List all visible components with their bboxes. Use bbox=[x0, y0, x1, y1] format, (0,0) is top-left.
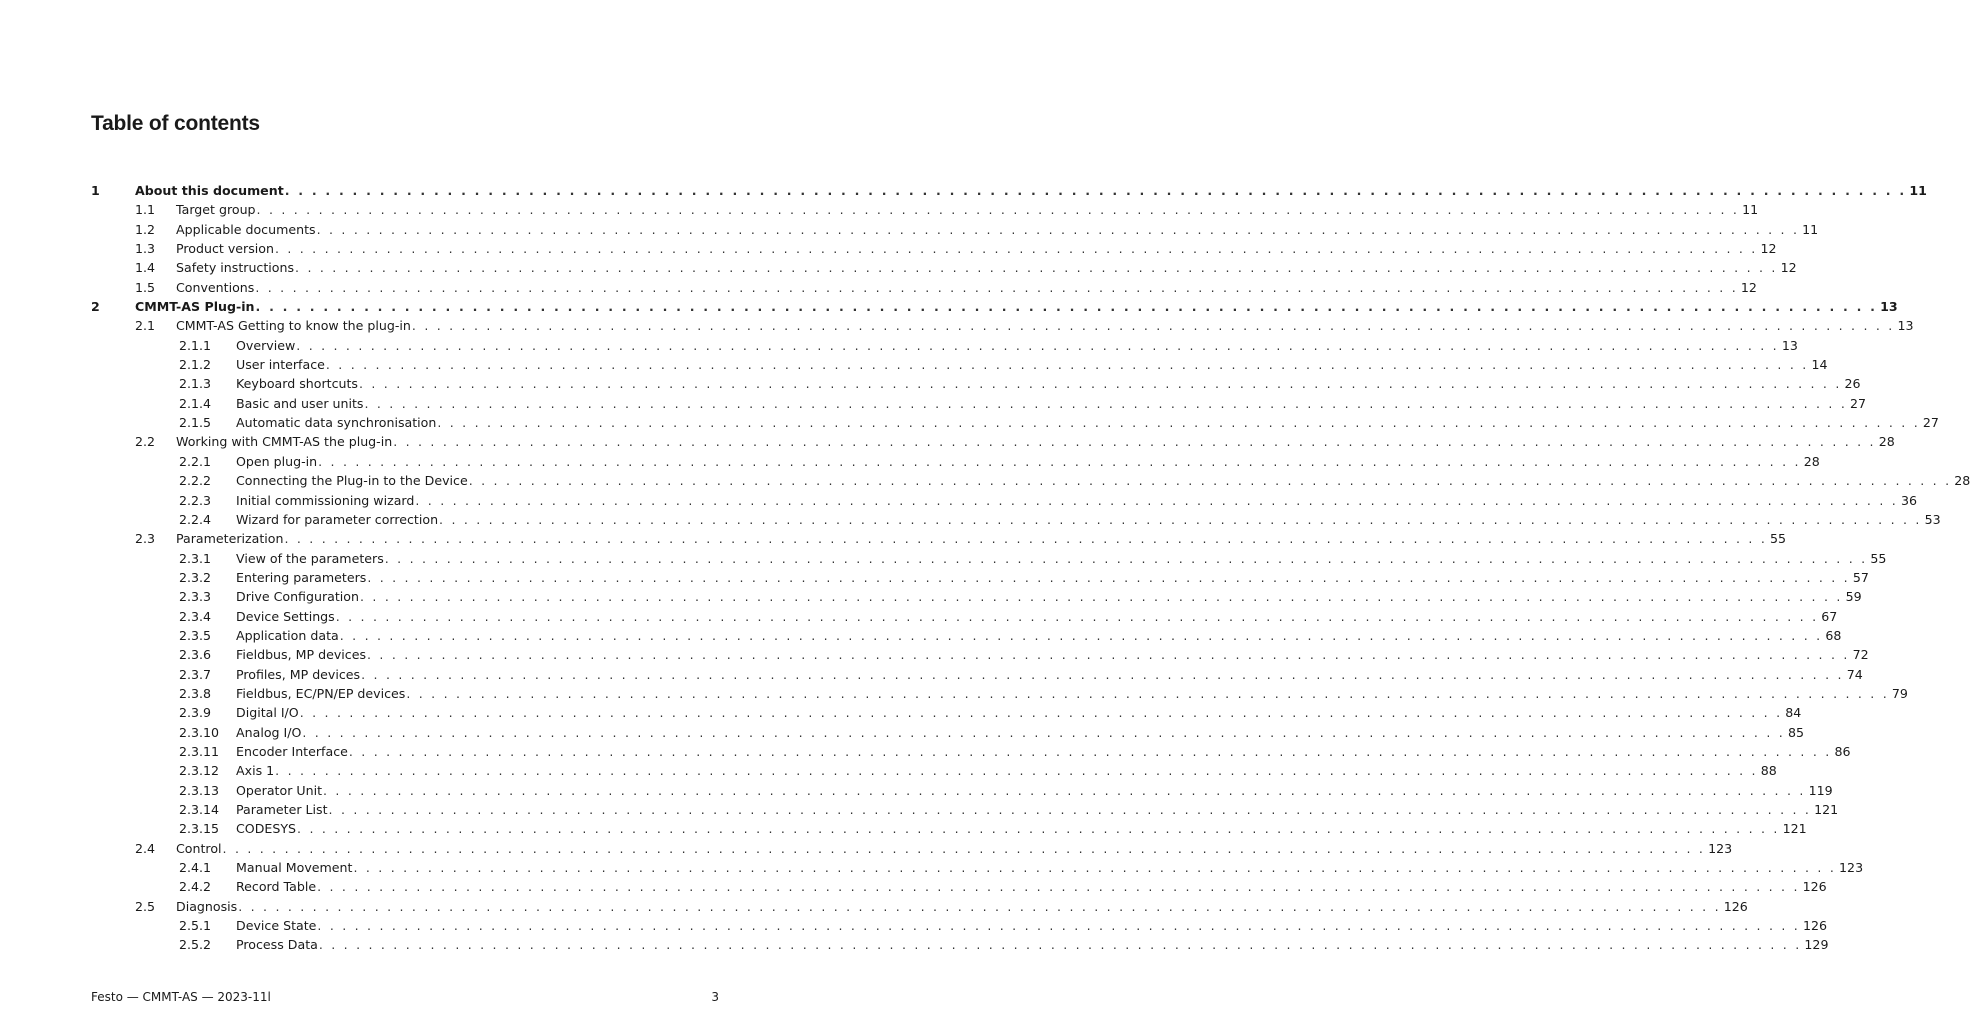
toc-entry-title: Diagnosis bbox=[176, 898, 238, 914]
footer-page-number: 3 bbox=[711, 990, 719, 1004]
toc-dot-leader: . . . . . . . . . . . . . . . . . . . . . . . . . . . . . . . . . . . . . . . . . . . . . . . . . . . . . . . . . . . . . . . . . . . . . . . . . . . . . . . . . . . . . . . . . . . . . . . . . . . . . . . . . . . . . . . . . . . . . . . . bbox=[439, 511, 1922, 527]
toc-dot-leader: . . . . . . . . . . . . . . . . . . . . . . . . . . . . . . . . . . . . . . . . . . . . . . . . . . . . . . . . . . . . . . . . . . . . . . . . . . . . . . . . . . . . . . . . . . . . . . . . . . . . . . . . . . . . . . . . . . . . . . . . bbox=[318, 937, 1802, 953]
toc-entry-page: 13 bbox=[1880, 299, 1898, 315]
toc-entry-page: 13 bbox=[1781, 337, 1798, 353]
toc-entry[interactable] bbox=[91, 858, 1864, 877]
toc-entry[interactable] bbox=[91, 587, 1862, 606]
toc-entry-title: CMMT-AS Getting to know the plug-in bbox=[176, 318, 411, 334]
toc-entry-line bbox=[176, 897, 1748, 916]
toc-entry-line bbox=[176, 239, 1777, 258]
toc-dot-leader: . . . . . . . . . . . . . . . . . . . . . . . . . . . . . . . . . . . . . . . . . . . . . . . . . . . . . . . . . . . . . . . . . . . . . . . . . . . . . . . . . . . . . . . . . . . . . . . . . . . . . . . . . . . . . . . . . . . . . . . . bbox=[358, 376, 1842, 392]
toc-entry-title: CODESYS bbox=[236, 821, 297, 837]
toc-entry-title: About this document bbox=[135, 183, 284, 198]
toc-entry-line bbox=[236, 549, 1887, 568]
toc-entry-title: Control bbox=[176, 840, 222, 856]
toc-entry-number: 1.4 bbox=[135, 260, 156, 276]
toc-entry-number: 2.5.2 bbox=[179, 937, 212, 953]
toc-entry-page: 26 bbox=[1844, 376, 1861, 392]
toc-dot-leader: . . . . . . . . . . . . . . . . . . . . . . . . . . . . . . . . . . . . . . . . . . . . . . . . . . . . . . . . . . . . . . . . . . . . . . . . . . . . . . . . . . . . . . . . . . . . . . . . . . . . . . . . . . . . . . . . . . . . . . . . bbox=[415, 492, 1898, 508]
toc-entry-line bbox=[176, 839, 1733, 858]
toc-entry-title: Axis 1 bbox=[236, 763, 275, 779]
toc-entry-number: 2.1.3 bbox=[179, 376, 212, 392]
toc-entry-page: 28 bbox=[1878, 434, 1895, 450]
toc-entry-line bbox=[236, 510, 1941, 529]
toc-entry-title: Digital I/O bbox=[236, 705, 299, 721]
toc-entry-line bbox=[236, 568, 1869, 587]
toc-entry-line bbox=[176, 258, 1797, 277]
toc-entry-line bbox=[176, 200, 1759, 219]
toc-entry-line bbox=[236, 781, 1833, 800]
toc-entry-page: 27 bbox=[1850, 395, 1867, 411]
toc-entry-title: Encoder Interface bbox=[236, 743, 348, 759]
toc-entry-line bbox=[236, 355, 1828, 374]
toc-dot-leader: . . . . . . . . . . . . . . . . . . . . . . . . . . . . . . . . . . . . . . . . . . . . . . . . . . . . . . . . . . . . . . . . . . . . . . . . . . . . . . . . . . . . . . . . . . . . . . . . . . . . . . . . . . . . . . . . . . . . . . . . bbox=[468, 473, 1952, 489]
toc-entry-number: 2.3 bbox=[135, 531, 156, 547]
toc-entry-title: Target group bbox=[176, 202, 256, 218]
toc-dot-leader: . . . . . . . . . . . . . . . . . . . . . . . . . . . . . . . . . . . . . . . . . . . . . . . . . . . . . . . . . . . . . . . . . . . . . . . . . . . . . . . . . . . . . . . . . . . . . . . . . . . . . . . . . . . . . . . . . . . . . . . . bbox=[367, 647, 1850, 663]
toc-entry-title: Device State bbox=[236, 918, 317, 934]
table-of-contents bbox=[91, 181, 1970, 955]
toc-entry-line bbox=[135, 297, 1898, 316]
toc-entry-line bbox=[236, 684, 1908, 703]
toc-entry-page: 68 bbox=[1825, 627, 1842, 643]
toc-dot-leader: . . . . . . . . . . . . . . . . . . . . . . . . . . . . . . . . . . . . . . . . . . . . . . . . . . . . . . . . . . . . . . . . . . . . . . . . . . . . . . . . . . . . . . . . . . . . . . . . . . . . . . . . . . . . . . . . . . . . . . . . bbox=[302, 724, 1785, 740]
toc-entry-page: 28 bbox=[1954, 473, 1970, 489]
toc-entry-number: 2.1 bbox=[135, 318, 156, 334]
toc-dot-leader: . . . . . . . . . . . . . . . . . . . . . . . . . . . . . . . . . . . . . . . . . . . . . . . . . . . . . . . . . . . . . . . . . . . . . . . . . . . . . . . . . . . . . . . . . . . . . . . . . . . . . . . . . . . . . . . . . . . . . . . . bbox=[384, 550, 1868, 566]
toc-dot-leader: . . . . . . . . . . . . . . . . . . . . . . . . . . . . . . . . . . . . . . . . . . . . . . . . . . . . . . . . . . . . . . . . . . . . . . . . . . . . . . . . . . . . . . . . . . . . . . . . . . . . . . . . . . . . . . . . . . . . . . . . bbox=[297, 821, 1780, 837]
toc-entry-page: 27 bbox=[1922, 415, 1939, 431]
toc-entry-title: Automatic data synchronisation bbox=[236, 415, 437, 431]
toc-entry[interactable] bbox=[91, 626, 1842, 645]
toc-dot-leader: . . . . . . . . . . . . . . . . . . . . . . . . . . . . . . . . . . . . . . . . . . . . . . . . . . . . . . . . . . . . . . . . . . . . . . . . . . . . . . . . . . . . . . . . . . . . . . . . . . . . . . . . . . . . . . . . . . . . . . . . bbox=[353, 860, 1837, 876]
toc-entry[interactable] bbox=[91, 220, 1819, 239]
toc-entry-page: 14 bbox=[1811, 357, 1828, 373]
toc-entry[interactable] bbox=[91, 684, 1908, 703]
toc-dot-leader: . . . . . . . . . . . . . . . . . . . . . . . . . . . . . . . . . . . . . . . . . . . . . . . . . . . . . . . . . . . . . . . . . . . . . . . . . . . . . . . . . . . . . . . . . . . . . . . . . . . . . . . . . . . . . . . . . . . . . . . . bbox=[317, 879, 1800, 895]
toc-entry[interactable] bbox=[91, 394, 1867, 413]
toc-dot-leader: . . . . . . . . . . . . . . . . . . . . . . . . . . . . . . . . . . . . . . . . . . . . . . . . . . . . . . . . . . . . . . . . . . . . . . . . . . . . . . . . . . . . . . . . . . . . . . . . . . . . . . . . . . . . . . . . . . . . . . . . bbox=[256, 202, 1740, 218]
toc-entry-number: 2.3.9 bbox=[179, 705, 212, 721]
toc-dot-leader: . . . . . . . . . . . . . . . . . . . . . . . . . . . . . . . . . . . . . . . . . . . . . . . . . . . . . . . . . . . . . . . . . . . . . . . . . . . . . . . . . . . . . . . . . . . . . . . . . . . . . . . . . . . . . . . . . . . . . . . . bbox=[328, 802, 1812, 817]
toc-entry-number: 2.1.1 bbox=[179, 337, 212, 353]
toc-entry[interactable] bbox=[91, 297, 1898, 316]
toc-dot-leader: . . . . . . . . . . . . . . . . . . . . . . . . . . . . . . . . . . . . . . . . . . . . . . . . . . . . . . . . . . . . . . . . . . . . . . . . . . . . . . . . . . . . . . . . . . . . . . . . . . . . . . . . . . . . . . . . . . . . . . . . bbox=[364, 395, 1848, 411]
toc-entry-page: 119 bbox=[1808, 782, 1833, 798]
toc-entry-title: Profiles, MP devices bbox=[236, 666, 361, 682]
toc-entry-number: 2.1.2 bbox=[179, 357, 212, 373]
toc-entry-number: 2.3.15 bbox=[179, 821, 220, 837]
toc-entry[interactable] bbox=[91, 374, 1861, 393]
toc-dot-leader: . . . . . . . . . . . . . . . . . . . . . . . . . . . . . . . . . . . . . . . . . . . . . . . . . . . . . . . . . . . . . . . . . . . . . . . . . . . . . . . . . . . . . . . . . . . . . . . . . . . . . . . . . . . . . . . . . . . . . . . . bbox=[255, 299, 1878, 315]
toc-dot-leader: . . . . . . . . . . . . . . . . . . . . . . . . . . . . . . . . . . . . . . . . . . . . . . . . . . . . . . . . . . . . . . . . . . . . . . . . . . . . . . . . . . . . . . . . . . . . . . . . . . . . . . . . . . . . . . . . . . . . . . . . bbox=[316, 221, 1800, 237]
toc-entry-line bbox=[236, 819, 1807, 838]
toc-entry-page: 85 bbox=[1787, 724, 1804, 740]
toc-dot-leader: . . . . . . . . . . . . . . . . . . . . . . . . . . . . . . . . . . . . . . . . . . . . . . . . . . . . . . . . . . . . . . . . . . . . . . . . . . . . . . . . . . . . . . . . . . . . . . . . . . . . . . . . . . . . . . . . . . . . . . . . bbox=[335, 608, 1819, 624]
toc-dot-leader: . . . . . . . . . . . . . . . . . . . . . . . . . . . . . . . . . . . . . . . . . . . . . . . . . . . . . . . . . . . . . . . . . . . . . . . . . . . . . . . . . . . . . . . . . . . . . . . . . . . . . . . . . . . . . . . . . . . . . . . . bbox=[275, 763, 1758, 779]
toc-entry-line bbox=[236, 703, 1802, 722]
toc-entry[interactable] bbox=[91, 336, 1798, 355]
toc-dot-leader: . . . . . . . . . . . . . . . . . . . . . . . . . . . . . . . . . . . . . . . . . . . . . . . . . . . . . . . . . . . . . . . . . . . . . . . . . . . . . . . . . . . . . . . . . . . . . . . . . . . . . . . . . . . . . . . . . . . . . . . . bbox=[325, 357, 1809, 373]
toc-entry-title: Keyboard shortcuts bbox=[236, 376, 358, 392]
toc-dot-leader: . . . . . . . . . . . . . . . . . . . . . . . . . . . . . . . . . . . . . . . . . . . . . . . . . . . . . . . . . . . . . . . . . . . . . . . . . . . . . . . . . . . . . . . . . . . . . . . . . . . . . . . . . . . . . . . . . . . . . . . . bbox=[323, 782, 1806, 798]
toc-entry-line bbox=[236, 452, 1820, 471]
toc-dot-leader: . . . . . . . . . . . . . . . . . . . . . . . . . . . . . . . . . . . . . . . . . . . . . . . . . . . . . . . . . . . . . . . . . . . . . . . . . . . . . . . . . . . . . . . . . . . . . . . . . . . . . . . . . . . . . . . . . . . . . . . . bbox=[295, 260, 1778, 276]
toc-dot-leader: . . . . . . . . . . . . . . . . . . . . . . . . . . . . . . . . . . . . . . . . . . . . . . . . . . . . . . . . . . . . . . . . . . . . . . . . . . . . . . . . . . . . . . . . . . . . . . . . . . . . . . . . . . . . . . . . . . . . . . . . bbox=[406, 685, 1889, 701]
toc-entry-number: 2.1.4 bbox=[179, 395, 212, 411]
toc-entry[interactable] bbox=[91, 665, 1863, 684]
toc-entry[interactable] bbox=[91, 800, 1839, 819]
toc-entry-title: Working with CMMT-AS the plug-in bbox=[176, 434, 393, 450]
toc-entry-line bbox=[135, 181, 1927, 200]
toc-dot-leader: . . . . . . . . . . . . . . . . . . . . . . . . . . . . . . . . . . . . . . . . . . . . . . . . . . . . . . . . . . . . . . . . . . . . . . . . . . . . . . . . . . . . . . . . . . . . . . . . . . . . . . . . . . . . . . . . . . . . . . . . bbox=[255, 279, 1738, 295]
toc-entry-line bbox=[236, 626, 1842, 645]
toc-entry-line bbox=[236, 665, 1863, 684]
toc-entry-title: Fieldbus, EC/PN/EP devices bbox=[236, 685, 406, 701]
toc-entry[interactable] bbox=[91, 761, 1777, 780]
toc-entry-line bbox=[176, 432, 1895, 451]
toc-entry-page: 57 bbox=[1852, 569, 1869, 585]
toc-entry[interactable] bbox=[91, 935, 1829, 954]
toc-entry-title: Applicable documents bbox=[176, 221, 316, 237]
toc-entry[interactable] bbox=[91, 723, 1804, 742]
toc-entry[interactable] bbox=[91, 568, 1869, 587]
toc-entry[interactable] bbox=[91, 742, 1851, 761]
toc-dot-leader: . . . . . . . . . . . . . . . . . . . . . . . . . . . . . . . . . . . . . . . . . . . . . . . . . . . . . . . . . . . . . . . . . . . . . . . . . . . . . . . . . . . . . . . . . . . . . . . . . . . . . . . . . . . . . . . . . . . . . . . . bbox=[437, 415, 1920, 431]
toc-entry-number: 2.3.14 bbox=[179, 802, 220, 817]
toc-entry-title: Drive Configuration bbox=[236, 589, 359, 605]
toc-entry-number: 2.3.6 bbox=[179, 647, 212, 663]
toc-entry[interactable] bbox=[91, 278, 1757, 297]
toc-entry-line bbox=[176, 316, 1914, 335]
toc-entry-number: 2.3.8 bbox=[179, 685, 212, 701]
toc-entry-number: 2.2.4 bbox=[179, 511, 212, 527]
toc-entry-title: Conventions bbox=[176, 279, 255, 295]
toc-entry-page: 67 bbox=[1821, 608, 1838, 624]
toc-entry-page: 79 bbox=[1891, 685, 1908, 701]
toc-entry-page: 129 bbox=[1804, 937, 1829, 953]
toc-dot-leader: . . . . . . . . . . . . . . . . . . . . . . . . . . . . . . . . . . . . . . . . . . . . . . . . . . . . . . . . . . . . . . . . . . . . . . . . . . . . . . . . . . . . . . . . . . . . . . . . . . . . . . . . . . . . . . . . . . . . . . . . bbox=[360, 589, 1843, 605]
toc-entry-page: 55 bbox=[1870, 550, 1887, 566]
toc-entry-title: Overview bbox=[236, 337, 296, 353]
toc-entry[interactable] bbox=[91, 897, 1748, 916]
toc-entry-number: 2.2.1 bbox=[179, 453, 212, 469]
toc-entry-line bbox=[236, 723, 1804, 742]
toc-entry-page: 12 bbox=[1780, 260, 1797, 276]
toc-entry-number: 1.2 bbox=[135, 221, 156, 237]
toc-entry-page: 11 bbox=[1802, 221, 1819, 237]
toc-entry-title: Parameter List bbox=[236, 802, 328, 817]
toc-entry-title: CMMT-AS Plug-in bbox=[135, 299, 255, 315]
toc-entry-line bbox=[236, 645, 1869, 664]
toc-entry-page: 13 bbox=[1897, 318, 1914, 334]
toc-entry[interactable] bbox=[91, 413, 1939, 432]
toc-entry-number: 2.5.1 bbox=[179, 918, 212, 934]
toc-entry[interactable] bbox=[91, 316, 1914, 335]
toc-entry-number: 1.1 bbox=[135, 202, 156, 218]
toc-entry-line bbox=[236, 858, 1864, 877]
toc-entry[interactable] bbox=[91, 703, 1802, 722]
toc-entry-line bbox=[236, 935, 1829, 954]
toc-dot-leader: . . . . . . . . . . . . . . . . . . . . . . . . . . . . . . . . . . . . . . . . . . . . . . . . . . . . . . . . . . . . . . . . . . . . . . . . . . . . . . . . . . . . . . . . . . . . . . . . . . . . . . . . . . . . . . . . . . . . . . . . bbox=[284, 183, 1907, 198]
toc-entry-line bbox=[236, 394, 1867, 413]
toc-entry-line bbox=[176, 529, 1787, 548]
toc-entry-title: Entering parameters bbox=[236, 569, 367, 585]
toc-entry[interactable] bbox=[91, 452, 1820, 471]
toc-dot-leader: . . . . . . . . . . . . . . . . . . . . . . . . . . . . . . . . . . . . . . . . . . . . . . . . . . . . . . . . . . . . . . . . . . . . . . . . . . . . . . . . . . . . . . . . . . . . . . . . . . . . . . . . . . . . . . . . . . . . . . . . bbox=[411, 318, 1895, 334]
toc-entry-page: 126 bbox=[1802, 918, 1828, 934]
toc-entry[interactable] bbox=[91, 510, 1941, 529]
toc-dot-leader: . . . . . . . . . . . . . . . . . . . . . . . . . . . . . . . . . . . . . . . . . . . . . . . . . . . . . . . . . . . . . . . . . . . . . . . . . . . . . . . . . . . . . . . . . . . . . . . . . . . . . . . . . . . . . . . . . . . . . . . . bbox=[318, 453, 1801, 469]
toc-entry-title: Fieldbus, MP devices bbox=[236, 647, 367, 663]
toc-entry-page: 86 bbox=[1834, 743, 1851, 759]
toc-dot-leader: . . . . . . . . . . . . . . . . . . . . . . . . . . . . . . . . . . . . . . . . . . . . . . . . . . . . . . . . . . . . . . . . . . . . . . . . . . . . . . . . . . . . . . . . . . . . . . . . . . . . . . . . . . . . . . . . . . . . . . . . bbox=[361, 666, 1844, 682]
toc-entry-line bbox=[236, 761, 1777, 780]
toc-entry[interactable] bbox=[91, 877, 1827, 896]
toc-entry-line bbox=[236, 336, 1798, 355]
toc-entry-number: 2.3.2 bbox=[179, 569, 212, 585]
toc-entry-number: 2 bbox=[91, 299, 100, 315]
toc-entry-title: Record Table bbox=[236, 879, 317, 895]
toc-entry[interactable] bbox=[91, 529, 1787, 548]
toc-entry-title: Process Data bbox=[236, 937, 318, 953]
toc-entry-title: Wizard for parameter correction bbox=[236, 511, 439, 527]
toc-entry[interactable] bbox=[91, 491, 1917, 510]
toc-entry-line bbox=[236, 491, 1917, 510]
toc-dot-leader: . . . . . . . . . . . . . . . . . . . . . . . . . . . . . . . . . . . . . . . . . . . . . . . . . . . . . . . . . . . . . . . . . . . . . . . . . . . . . . . . . . . . . . . . . . . . . . . . . . . . . . . . . . . . . . . . . . . . . . . . bbox=[222, 840, 1706, 856]
toc-entry[interactable] bbox=[91, 239, 1777, 258]
toc-dot-leader: . . . . . . . . . . . . . . . . . . . . . . . . . . . . . . . . . . . . . . . . . . . . . . . . . . . . . . . . . . . . . . . . . . . . . . . . . . . . . . . . . . . . . . . . . . . . . . . . . . . . . . . . . . . . . . . . . . . . . . . . bbox=[317, 918, 1800, 934]
toc-entry-line bbox=[236, 800, 1839, 819]
toc-entry-page: 12 bbox=[1760, 241, 1777, 257]
toc-entry-title: Parameterization bbox=[176, 531, 284, 547]
toc-entry[interactable] bbox=[91, 819, 1807, 838]
toc-entry-number: 1.5 bbox=[135, 279, 156, 295]
toc-entry[interactable] bbox=[91, 549, 1887, 568]
toc-entry-page: 126 bbox=[1802, 879, 1827, 895]
toc-entry[interactable] bbox=[91, 181, 1927, 200]
toc-entry-page: 11 bbox=[1909, 183, 1927, 198]
toc-entry-line bbox=[236, 742, 1851, 761]
toc-dot-leader: . . . . . . . . . . . . . . . . . . . . . . . . . . . . . . . . . . . . . . . . . . . . . . . . . . . . . . . . . . . . . . . . . . . . . . . . . . . . . . . . . . . . . . . . . . . . . . . . . . . . . . . . . . . . . . . . . . . . . . . . bbox=[393, 434, 1876, 450]
toc-entry-number: 2.4.1 bbox=[179, 860, 212, 876]
toc-entry-page: 72 bbox=[1852, 647, 1869, 663]
toc-entry-number: 2.2 bbox=[135, 434, 156, 450]
toc-entry-title: Manual Movement bbox=[236, 860, 353, 876]
toc-entry-page: 53 bbox=[1924, 511, 1941, 527]
toc-entry-title: Operator Unit bbox=[236, 782, 323, 798]
toc-entry-title: View of the parameters bbox=[236, 550, 384, 566]
toc-dot-leader: . . . . . . . . . . . . . . . . . . . . . . . . . . . . . . . . . . . . . . . . . . . . . . . . . . . . . . . . . . . . . . . . . . . . . . . . . . . . . . . . . . . . . . . . . . . . . . . . . . . . . . . . . . . . . . . . . . . . . . . . bbox=[367, 569, 1850, 585]
toc-entry-title: Device Settings bbox=[236, 608, 335, 624]
toc-entry-number: 2.3.1 bbox=[179, 550, 212, 566]
toc-entry-number: 1 bbox=[91, 183, 100, 198]
toc-entry[interactable] bbox=[91, 258, 1797, 277]
toc-entry-number: 2.3.13 bbox=[179, 782, 220, 798]
toc-entry-title: Initial commissioning wizard bbox=[236, 492, 415, 508]
toc-entry-number: 1.3 bbox=[135, 241, 156, 257]
toc-entry-title: Safety instructions bbox=[176, 260, 295, 276]
toc-entry-number: 2.1.5 bbox=[179, 415, 212, 431]
toc-entry-title: Basic and user units bbox=[236, 395, 364, 411]
toc-entry-page: 12 bbox=[1740, 279, 1757, 295]
page-title: Table of contents bbox=[91, 112, 260, 135]
toc-entry-line bbox=[236, 877, 1827, 896]
footer-document-info: Festo — CMMT-AS — 2023-11l bbox=[91, 990, 271, 1004]
toc-entry[interactable] bbox=[91, 200, 1759, 219]
toc-entry-page: 55 bbox=[1770, 531, 1787, 547]
toc-entry-page: 59 bbox=[1845, 589, 1862, 605]
toc-entry-title: Analog I/O bbox=[236, 724, 302, 740]
toc-entry[interactable] bbox=[91, 355, 1828, 374]
toc-entry-number: 2.3.10 bbox=[179, 724, 220, 740]
toc-entry-number: 2.4 bbox=[135, 840, 156, 856]
toc-entry-line bbox=[236, 607, 1838, 626]
toc-entry-number: 2.3.11 bbox=[179, 743, 220, 759]
toc-entry-line bbox=[236, 916, 1828, 935]
toc-entry-line bbox=[176, 220, 1819, 239]
toc-dot-leader: . . . . . . . . . . . . . . . . . . . . . . . . . . . . . . . . . . . . . . . . . . . . . . . . . . . . . . . . . . . . . . . . . . . . . . . . . . . . . . . . . . . . . . . . . . . . . . . . . . . . . . . . . . . . . . . . . . . . . . . . bbox=[348, 743, 1832, 759]
toc-entry-number: 2.2.3 bbox=[179, 492, 212, 508]
toc-dot-leader: . . . . . . . . . . . . . . . . . . . . . . . . . . . . . . . . . . . . . . . . . . . . . . . . . . . . . . . . . . . . . . . . . . . . . . . . . . . . . . . . . . . . . . . . . . . . . . . . . . . . . . . . . . . . . . . . . . . . . . . . bbox=[238, 898, 1721, 914]
toc-entry[interactable] bbox=[91, 916, 1828, 935]
toc-entry-number: 2.2.2 bbox=[179, 473, 212, 489]
toc-entry-title: Connecting the Plug-in to the Device bbox=[236, 473, 468, 489]
toc-entry[interactable] bbox=[91, 607, 1838, 626]
toc-entry-page: 28 bbox=[1803, 453, 1820, 469]
toc-dot-leader: . . . . . . . . . . . . . . . . . . . . . . . . . . . . . . . . . . . . . . . . . . . . . . . . . . . . . . . . . . . . . . . . . . . . . . . . . . . . . . . . . . . . . . . . . . . . . . . . . . . . . . . . . . . . . . . . . . . . . . . . bbox=[274, 241, 1758, 257]
toc-entry-line bbox=[236, 471, 1970, 490]
toc-entry-page: 121 bbox=[1814, 802, 1839, 817]
toc-entry-number: 2.3.4 bbox=[179, 608, 212, 624]
toc-entry-title: Application data bbox=[236, 627, 339, 643]
toc-entry-page: 74 bbox=[1846, 666, 1863, 682]
toc-entry-page: 123 bbox=[1839, 860, 1864, 876]
toc-entry-line bbox=[176, 278, 1757, 297]
toc-entry-line bbox=[236, 587, 1862, 606]
toc-entry[interactable] bbox=[91, 645, 1869, 664]
toc-entry-number: 2.3.3 bbox=[179, 589, 212, 605]
toc-entry-page: 123 bbox=[1708, 840, 1733, 856]
toc-entry[interactable] bbox=[91, 432, 1895, 451]
toc-entry-number: 2.5 bbox=[135, 898, 156, 914]
toc-entry-title: Open plug-in bbox=[236, 453, 318, 469]
toc-entry-page: 88 bbox=[1760, 763, 1777, 779]
toc-dot-leader: . . . . . . . . . . . . . . . . . . . . . . . . . . . . . . . . . . . . . . . . . . . . . . . . . . . . . . . . . . . . . . . . . . . . . . . . . . . . . . . . . . . . . . . . . . . . . . . . . . . . . . . . . . . . . . . . . . . . . . . . bbox=[299, 705, 1783, 721]
toc-entry[interactable] bbox=[91, 471, 1970, 490]
toc-dot-leader: . . . . . . . . . . . . . . . . . . . . . . . . . . . . . . . . . . . . . . . . . . . . . . . . . . . . . . . . . . . . . . . . . . . . . . . . . . . . . . . . . . . . . . . . . . . . . . . . . . . . . . . . . . . . . . . . . . . . . . . . bbox=[339, 627, 1823, 643]
toc-dot-leader: . . . . . . . . . . . . . . . . . . . . . . . . . . . . . . . . . . . . . . . . . . . . . . . . . . . . . . . . . . . . . . . . . . . . . . . . . . . . . . . . . . . . . . . . . . . . . . . . . . . . . . . . . . . . . . . . . . . . . . . . bbox=[296, 337, 1779, 353]
toc-dot-leader: . . . . . . . . . . . . . . . . . . . . . . . . . . . . . . . . . . . . . . . . . . . . . . . . . . . . . . . . . . . . . . . . . . . . . . . . . . . . . . . . . . . . . . . . . . . . . . . . . . . . . . . . . . . . . . . . . . . . . . . . bbox=[284, 531, 1768, 547]
toc-entry-page: 84 bbox=[1785, 705, 1802, 721]
toc-entry-page: 126 bbox=[1723, 898, 1748, 914]
page-footer bbox=[91, 990, 719, 1004]
toc-entry-line bbox=[236, 413, 1939, 432]
toc-entry-line bbox=[236, 374, 1861, 393]
toc-entry-page: 11 bbox=[1742, 202, 1759, 218]
toc-entry-number: 2.3.5 bbox=[179, 627, 212, 643]
toc-entry-number: 2.3.7 bbox=[179, 666, 212, 682]
toc-entry-number: 2.4.2 bbox=[179, 879, 212, 895]
toc-entry-page: 121 bbox=[1782, 821, 1807, 837]
toc-entry-page: 36 bbox=[1900, 492, 1917, 508]
toc-entry[interactable] bbox=[91, 781, 1833, 800]
toc-entry-title: Product version bbox=[176, 241, 274, 257]
toc-entry-title: User interface bbox=[236, 357, 325, 373]
toc-entry-number: 2.3.12 bbox=[179, 763, 220, 779]
toc-entry[interactable] bbox=[91, 839, 1733, 858]
